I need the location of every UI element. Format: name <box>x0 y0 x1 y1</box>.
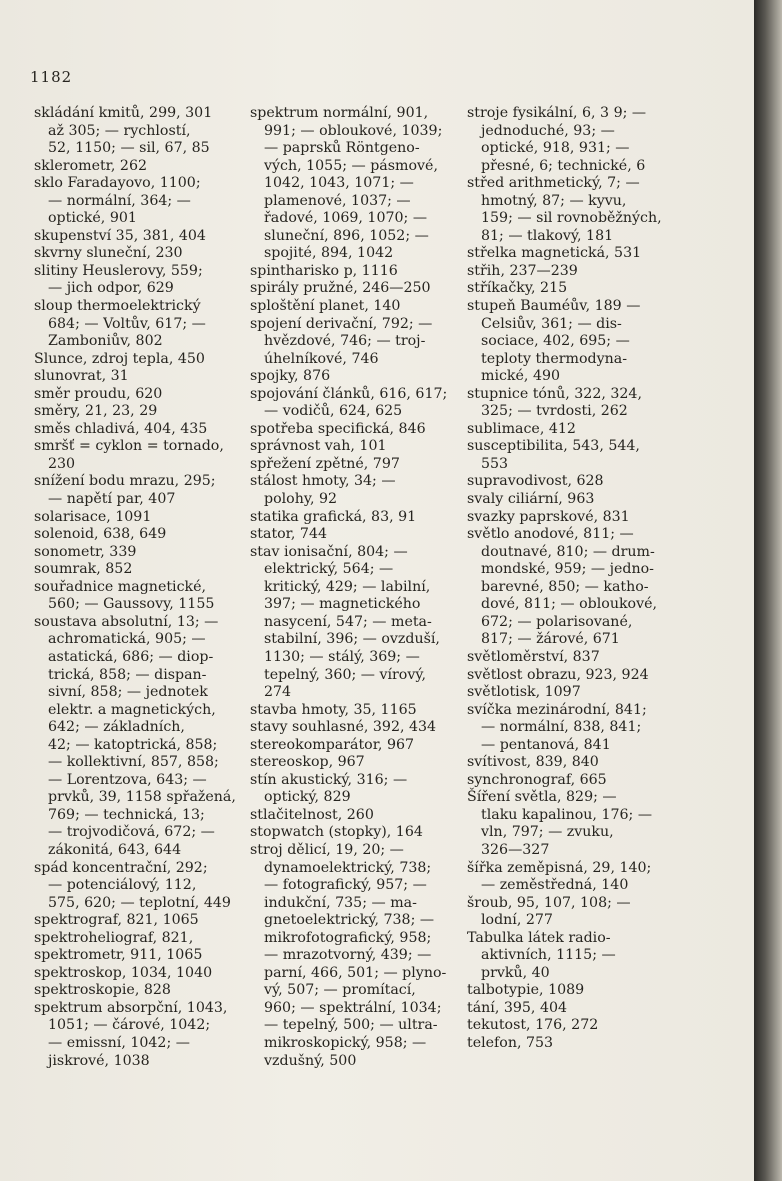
index-line: sluneční, 896, 1052; — <box>264 227 429 244</box>
index-line: 817; — žárové, 671 <box>481 631 620 648</box>
index-line: prvků, 39, 1158 spřažená, <box>48 789 236 806</box>
index-line: stereoskop, 967 <box>250 754 365 771</box>
index-line: 230 <box>48 455 76 472</box>
index-line: elektr. a magnetických, <box>48 701 216 718</box>
index-line: polohy, 92 <box>264 491 338 508</box>
index-line: doutnavé, 810; — drum- <box>481 543 655 560</box>
index-line: skupenství 35, 381, 404 <box>34 227 206 244</box>
index-line: sploštění planet, 140 <box>250 298 401 315</box>
index-line: stabilní, 396; — ovzduší, <box>264 631 440 648</box>
index-line: spintharisko p, 1116 <box>250 262 398 279</box>
index-line: — normální, 364; — <box>48 192 191 209</box>
index-line: vý, 507; — promítací, <box>264 982 416 999</box>
index-line: svíčka mezinárodní, 841; <box>467 701 647 718</box>
index-line: nasycení, 547; — meta- <box>264 613 432 630</box>
index-line: — mrazotvorný, 439; — <box>264 947 432 964</box>
index-line: smršť = cyklon = tornado, <box>34 438 224 455</box>
index-line: 397; — magnetického <box>264 596 421 613</box>
index-line: talbotypie, 1089 <box>467 982 585 999</box>
index-line: sivní, 858; — jednotek <box>48 684 208 701</box>
index-line: 42; — katoptrická, 858; <box>48 736 218 753</box>
index-line: Slunce, zdroj tepla, 450 <box>34 350 205 367</box>
index-line: spojení derivační, 792; — <box>250 315 433 332</box>
index-line: jiskrové, 1038 <box>48 1052 150 1069</box>
index-column-1 <box>34 105 234 1070</box>
page-number: 1182 <box>30 68 73 86</box>
index-line: kritický, 429; — labilní, <box>264 578 431 595</box>
index-line: svazky paprskové, 831 <box>467 508 630 525</box>
index-line: střed arithmetický, 7; — <box>467 175 640 192</box>
index-line: jednoduché, 93; — <box>481 122 615 139</box>
index-line: 642; — základních, <box>48 719 185 736</box>
index-line: — pentanová, 841 <box>481 736 611 753</box>
index-line: směry, 21, 23, 29 <box>34 403 158 420</box>
index-line: skládání kmitů, 299, 301 <box>34 105 213 121</box>
index-line: světloměrství, 837 <box>467 648 600 665</box>
index-line: spektrograf, 821, 1065 <box>34 912 199 929</box>
index-line: 769; — technická, 13; <box>48 806 205 823</box>
index-line: spektroskop, 1034, 1040 <box>34 964 213 981</box>
index-line: směr proudu, 620 <box>34 385 163 402</box>
index-line: Tabulka látek radio- <box>467 929 611 946</box>
index-line: sklerometr, 262 <box>34 157 148 174</box>
index-line: plamenové, 1037; — <box>264 192 411 209</box>
index-line: svítivost, 839, 840 <box>467 754 599 771</box>
index-line: stavy souhlasné, 392, 434 <box>250 719 437 736</box>
index-line: — napětí par, 407 <box>48 491 176 508</box>
index-line: teploty thermodyna- <box>481 350 627 367</box>
index-line: vých, 1055; — pásmové, <box>264 157 438 174</box>
index-line: 672; — polarisované, <box>481 613 633 630</box>
index-line: susceptibilita, 543, 544, <box>467 438 640 455</box>
index-line: 960; — spektrální, 1034; <box>264 999 442 1016</box>
index-line: vzdušný, 500 <box>264 1052 357 1069</box>
index-line: supravodivost, 628 <box>467 473 604 490</box>
index-line: až 305; — rychlostí, <box>48 122 191 139</box>
index-line: barevné, 850; — katho- <box>481 578 649 595</box>
index-line: aktivních, 1115; — <box>481 947 616 964</box>
index-line: achromatická, 905; — <box>48 631 206 648</box>
index-line: sublimace, 412 <box>467 420 576 437</box>
index-line: lodní, 277 <box>481 912 553 929</box>
index-line: synchronograf, 665 <box>467 771 607 788</box>
index-line: soustava absolutní, 13; — <box>34 613 219 630</box>
index-line: dové, 811; — obloukové, <box>481 596 658 613</box>
index-line: spojky, 876 <box>250 368 331 385</box>
index-line: indukční, 735; — ma- <box>264 894 417 911</box>
index-line: spotřeba specifická, 846 <box>250 420 426 437</box>
index-line: dynamoelektrický, 738; <box>264 859 432 876</box>
index-line: stlačitelnost, 260 <box>250 806 374 823</box>
index-line: telefon, 753 <box>467 1034 554 1051</box>
index-line: stav ionisační, 804; — <box>250 543 408 560</box>
index-line: trická, 858; — dispan- <box>48 666 207 683</box>
index-line: solarisace, 1091 <box>34 508 152 525</box>
index-line: 684; — Voltův, 617; — <box>48 315 206 332</box>
index-line: přesné, 6; technické, 6 <box>481 157 646 174</box>
index-line: elektrický, 564; — <box>264 561 394 578</box>
index-line: astatická, 686; — diop- <box>48 648 214 665</box>
index-line: — tepelný, 500; — ultra- <box>264 1017 438 1034</box>
index-line: — emissní, 1042; — <box>48 1034 190 1051</box>
index-line: tlaku kapalinou, 176; — <box>481 806 653 823</box>
index-line: sonometr, 339 <box>34 543 137 560</box>
index-line: slitiny Heuslerovy, 559; <box>34 262 203 279</box>
index-line: vln, 797; — zvuku, <box>481 824 614 841</box>
index-line: 560; — Gaussovy, 1155 <box>48 596 215 613</box>
index-line: spektrum normální, 901, <box>250 105 429 121</box>
index-line: úhelníkové, 746 <box>264 350 379 367</box>
index-line: spektrometr, 911, 1065 <box>34 947 203 964</box>
index-line: šířka zeměpisná, 29, 140; <box>467 859 652 876</box>
index-line: sloup thermoelektrický <box>34 298 201 315</box>
index-line: — normální, 838, 841; <box>481 719 642 736</box>
index-line: mikrofotografický, 958; <box>264 929 432 946</box>
index-line: Celsiův, 361; — dis- <box>481 315 622 332</box>
index-line: tání, 395, 404 <box>467 999 568 1016</box>
index-line: — trojvodičová, 672; — <box>48 824 215 841</box>
index-line: mické, 490 <box>481 368 561 385</box>
index-line: — zeměstředná, 140 <box>481 877 629 894</box>
index-line: směs chladivá, 404, 435 <box>34 420 208 437</box>
index-line: — Lorentzova, 643; — <box>48 771 207 788</box>
index-line: světlotisk, 1097 <box>467 684 581 701</box>
index-line: světlost obrazu, 923, 924 <box>467 666 649 683</box>
index-line: mikroskopický, 958; — <box>264 1034 427 1051</box>
index-line: spojování článků, 616, 617; <box>250 385 448 402</box>
index-line: Zamboniův, 802 <box>48 333 163 350</box>
index-line: šroub, 95, 107, 108; — <box>467 894 631 911</box>
index-line: stupnice tónů, 322, 324, <box>467 385 642 402</box>
index-line: souřadnice magnetické, <box>34 578 207 595</box>
index-line: — fotografický, 957; — <box>264 877 427 894</box>
index-line: spád koncentrační, 292; <box>34 859 208 876</box>
index-line: hmotný, 87; — kyvu, <box>481 192 627 209</box>
index-line: sociace, 402, 695; — <box>481 333 630 350</box>
index-line: spojité, 894, 1042 <box>264 245 394 262</box>
index-column-2 <box>250 105 460 1070</box>
index-line: spektroskopie, 828 <box>34 982 171 999</box>
index-line: 1051; — čárové, 1042; <box>48 1017 211 1034</box>
index-line: — jich odpor, 629 <box>48 280 174 297</box>
index-column-3 <box>467 105 687 1053</box>
index-line: 81; — tlakový, 181 <box>481 227 614 244</box>
index-line: optický, 829 <box>264 789 351 806</box>
index-line: svaly ciliární, 963 <box>467 491 595 508</box>
index-line: soumrak, 852 <box>34 561 133 578</box>
index-line: stupeň Bauméův, 189 — <box>467 298 641 315</box>
index-line: světlo anodové, 811; — <box>467 526 634 543</box>
index-line: stereokomparátor, 967 <box>250 736 415 753</box>
index-line: gnetoelektrický, 738; — <box>264 912 435 929</box>
index-line: 575, 620; — teplotní, 449 <box>48 894 231 911</box>
index-line: střelka magnetická, 531 <box>467 245 642 262</box>
index-line: optické, 918, 931; — <box>481 140 630 157</box>
index-line: — potenciálový, 112, <box>48 877 197 894</box>
index-line: 274 <box>264 684 292 701</box>
index-line: stříkačky, 215 <box>467 280 568 297</box>
index-line: tepelný, 360; — vírový, <box>264 666 426 683</box>
index-line: 553 <box>481 455 509 472</box>
index-line: spektroheliograf, 821, <box>34 929 194 946</box>
index-line: 52, 1150; — sil, 67, 85 <box>48 140 210 157</box>
index-line: stator, 744 <box>250 526 328 543</box>
index-line: správnost vah, 101 <box>250 438 387 455</box>
index-line: 326—327 <box>481 841 550 858</box>
index-line: spektrum absorpční, 1043, <box>34 999 228 1016</box>
index-line: střih, 237—239 <box>467 262 578 279</box>
index-line: řadové, 1069, 1070; — <box>264 210 428 227</box>
index-line: spirály pružné, 246—250 <box>250 280 431 297</box>
index-line: stálost hmoty, 34; — <box>250 473 396 490</box>
index-line: 159; — sil rovnoběžných, <box>481 210 662 227</box>
index-line: statika grafická, 83, 91 <box>250 508 417 525</box>
index-line: snížení bodu mrazu, 295; <box>34 473 216 490</box>
index-line: zákonitá, 643, 644 <box>48 841 182 858</box>
index-line: sklo Faradayovo, 1100; <box>34 175 201 192</box>
index-line: 1042, 1043, 1071; — <box>264 175 414 192</box>
index-line: parní, 466, 501; — plyno- <box>264 964 447 981</box>
index-line: prvků, 40 <box>481 964 550 981</box>
index-line: stopwatch (stopky), 164 <box>250 824 423 841</box>
index-line: hvězdové, 746; — troj- <box>264 333 426 350</box>
index-line: 325; — tvrdosti, 262 <box>481 403 628 420</box>
index-line: stroje fysikální, 6, 3 9; — <box>467 105 647 121</box>
index-line: solenoid, 638, 649 <box>34 526 167 543</box>
index-line: — vodičů, 624, 625 <box>264 403 403 420</box>
index-line: optické, 901 <box>48 210 137 227</box>
index-line: Šíření světla, 829; — <box>467 789 617 806</box>
index-line: 991; — obloukové, 1039; <box>264 122 443 139</box>
index-line: — kollektivní, 857, 858; <box>48 754 219 771</box>
index-line: 1130; — stálý, 369; — <box>264 648 420 665</box>
page-edge <box>754 0 782 1181</box>
index-line: mondské, 959; — jedno- <box>481 561 654 578</box>
index-line: spřežení zpětné, 797 <box>250 455 400 472</box>
index-line: — paprsků Röntgeno- <box>264 140 420 157</box>
index-line: stroj dělicí, 19, 20; — <box>250 841 404 858</box>
index-line: skvrny sluneční, 230 <box>34 245 183 262</box>
index-line: slunovrat, 31 <box>34 368 129 385</box>
index-line: tekutost, 176, 272 <box>467 1017 599 1034</box>
index-line: stín akustický, 316; — <box>250 771 408 788</box>
index-line: stavba hmoty, 35, 1165 <box>250 701 417 718</box>
